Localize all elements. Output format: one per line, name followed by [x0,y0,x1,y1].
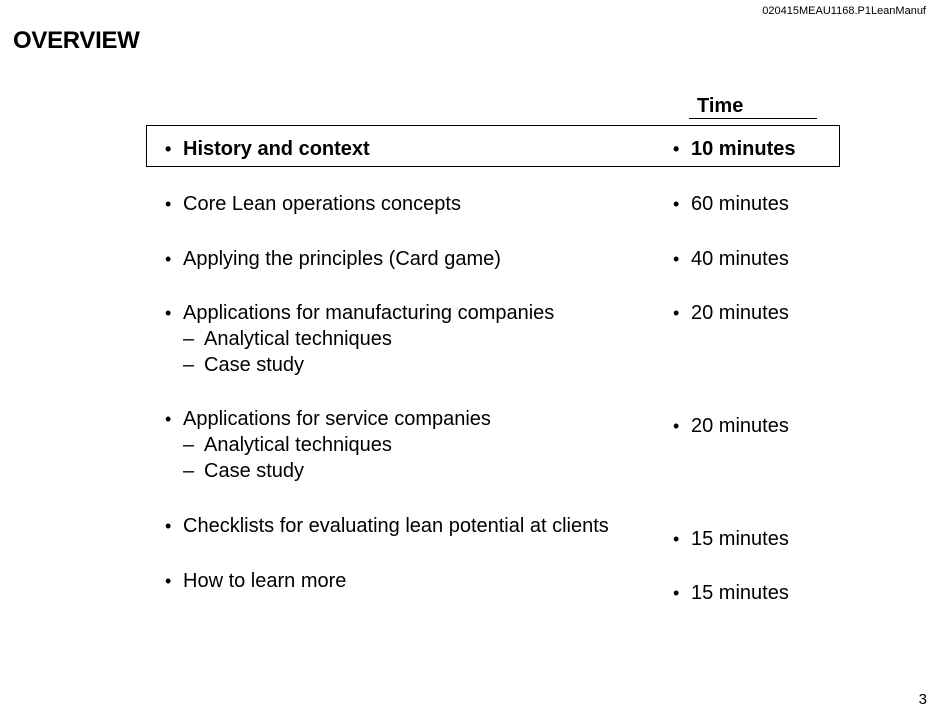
agenda-time-label: 40 minutes [691,248,789,270]
agenda-subitem [183,328,392,350]
agenda-item-card-game [165,248,501,270]
agenda-item-learn-more [165,570,346,592]
agenda-time-service [673,415,789,437]
bullet-icon: • [673,303,680,323]
agenda-time-label: 20 minutes [691,415,789,437]
bullet-icon: • [165,571,172,591]
agenda-time-card-game [673,248,789,270]
agenda-subitem-label: Case study [204,354,305,376]
document-id: 020415MEAU1168.P1LeanManuf [762,5,926,17]
bullet-icon: • [165,194,172,214]
agenda-item-service [165,408,491,430]
dash-icon: – [183,328,195,350]
agenda-time-history [673,138,795,160]
agenda-subitem-label: Analytical techniques [204,434,392,456]
bullet-icon: • [673,194,680,214]
agenda-item-label: History and context [183,138,370,160]
agenda-item-label: Core Lean operations concepts [183,193,461,215]
agenda-item-label: Applying the principles (Card game) [183,248,501,270]
bullet-icon: • [165,303,172,323]
dash-icon: – [183,460,195,482]
bullet-icon: • [673,416,680,436]
agenda-time-manufacturing [673,302,789,324]
agenda-subitem-label: Case study [204,460,305,482]
page-number: 3 [918,691,927,708]
dash-icon: – [183,354,195,376]
agenda-time-label: 10 minutes [691,138,796,160]
bullet-icon: • [165,409,172,429]
bullet-icon: • [673,249,680,269]
agenda-item-history [165,138,370,160]
agenda-item-label: How to learn more [183,570,347,592]
agenda-subitem [183,434,392,456]
agenda-time-label: 20 minutes [691,302,789,324]
bullet-icon: • [165,139,172,159]
agenda-item-core-concepts [165,193,461,215]
bullet-icon: • [165,516,172,536]
bullet-icon: • [673,583,680,603]
agenda-item-label: Checklists for evaluating lean potential at clients [183,515,609,537]
agenda-item-manufacturing [165,302,554,324]
agenda-item-checklists [165,515,609,537]
agenda-subitem [183,354,304,376]
agenda-item-label: Applications for manufacturing companies [183,302,555,324]
agenda-time-label: 15 minutes [691,582,789,604]
bullet-icon: • [673,139,680,159]
time-column-header-label: Time [697,95,744,117]
agenda-time-core-concepts [673,193,789,215]
page-title: OVERVIEW [13,27,140,54]
agenda-time-learn-more [673,582,789,604]
agenda-time-checklists [673,528,789,550]
agenda-item-label: Applications for service companies [183,408,491,430]
agenda-time-label: 60 minutes [691,193,789,215]
bullet-icon: • [165,249,172,269]
agenda-time-label: 15 minutes [691,528,789,550]
time-column-header [689,95,817,119]
agenda-subitem [183,460,304,482]
dash-icon: – [183,434,195,456]
agenda-subitem-label: Analytical techniques [204,328,392,350]
bullet-icon: • [673,529,680,549]
